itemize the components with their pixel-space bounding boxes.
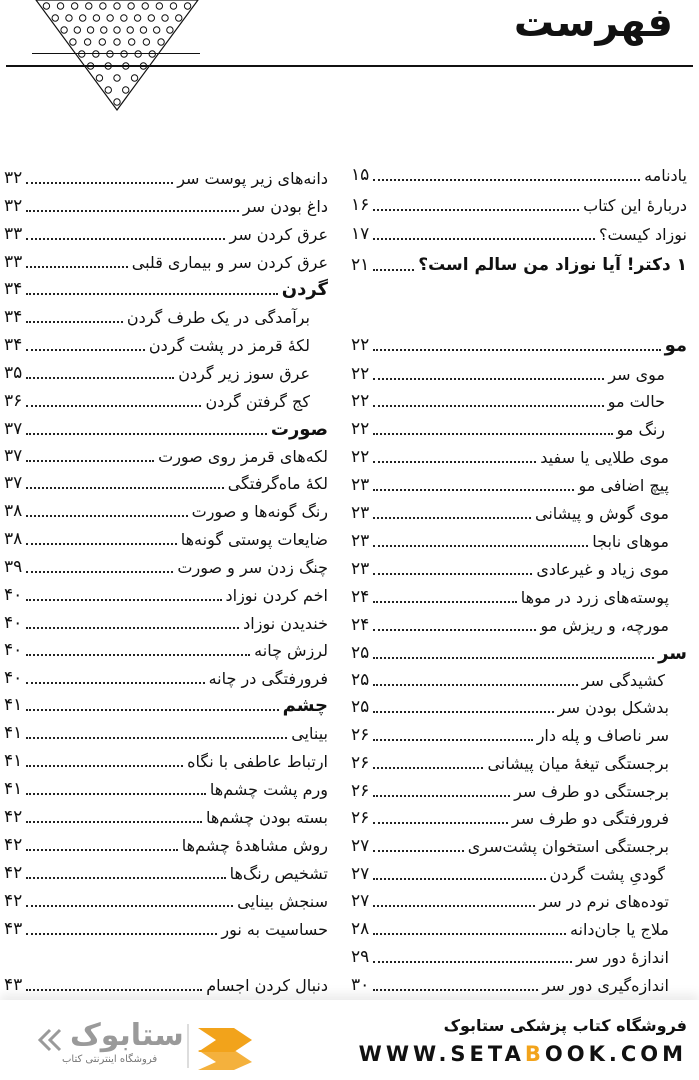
- toc-page-number: ۲۲: [351, 335, 370, 355]
- toc-entry-label: برجستگی تیغهٔ میان پیشانی: [487, 753, 669, 773]
- toc-page-number: ۲۵: [351, 643, 370, 663]
- toc-entry-label: موی سر: [608, 364, 665, 384]
- toc-entry-label: سر ناصاف و پله دار: [536, 725, 669, 745]
- dot-leader: [26, 682, 204, 684]
- toc-entry-label: اندازهٔ دور سر: [576, 947, 669, 967]
- ornament-figure: [84, 39, 90, 45]
- toc-page-number: ۳۴: [4, 335, 23, 355]
- toc-entry-label: سر: [658, 642, 687, 664]
- ornament-figure: [128, 3, 134, 9]
- ornament-figure: [79, 15, 85, 21]
- toc-page-number: ۲۳: [351, 559, 370, 579]
- toc-page-number: ۴۰: [4, 640, 23, 660]
- dot-leader: [26, 543, 176, 545]
- toc-page-number: ۲۲: [351, 447, 370, 467]
- toc-page-number: ۴۲: [4, 807, 23, 827]
- toc-entry-label: حالت مو: [607, 391, 665, 411]
- toc-page-number: ۲۳: [351, 503, 370, 523]
- ornament-figure: [162, 15, 168, 21]
- dot-leader: [26, 599, 221, 601]
- dot-leader: [26, 571, 173, 573]
- toc-page-number: ۲۶: [351, 781, 370, 801]
- ornament-figure: [121, 51, 127, 57]
- dot-leader: [26, 405, 201, 407]
- ornament-figure: [96, 75, 102, 81]
- ornament-figure: [57, 3, 63, 9]
- toc-entry[interactable]: [351, 779, 687, 803]
- toc-entry-label: چنگ زدن سر و صورت: [177, 557, 328, 577]
- ornament-figure: [52, 15, 58, 21]
- toc-page-number: ۲۲: [351, 419, 370, 439]
- dot-leader: [26, 487, 223, 489]
- ornament-figure: [114, 99, 120, 105]
- dot-leader: [26, 654, 250, 656]
- toc-entry[interactable]: [4, 499, 328, 523]
- toc-entry-label: عرق کردن سر: [229, 224, 328, 244]
- dot-leader: [26, 266, 127, 268]
- toc-page-number: ۳۸: [4, 501, 23, 521]
- dot-leader: [373, 378, 604, 380]
- toc-page-number: ۲۲: [351, 391, 370, 411]
- dot-leader: [26, 821, 202, 823]
- toc-entry-label: موی طلایی یا سفید: [540, 447, 669, 467]
- toc-page-number: ۲۷: [351, 864, 370, 884]
- toc-entry-label: دنبال کردن اجسام: [206, 975, 328, 995]
- toc-page-number: ۴۰: [4, 613, 23, 633]
- dot-leader: [26, 349, 145, 351]
- ornament-figure: [114, 39, 120, 45]
- toc-page-number: ۴۱: [4, 695, 23, 715]
- toc-entry-label: پوسته‌های زرد در موها: [520, 587, 669, 607]
- toc-entry-label: ارتباط عاطفی با نگاه: [187, 751, 328, 771]
- dot-leader: [373, 822, 508, 824]
- toc-entry-label: ۱ دکتر! آیا نوزاد من سالم است؟: [418, 255, 687, 275]
- toc-page-number: ۲۴: [351, 615, 370, 635]
- toc-entry[interactable]: [351, 668, 687, 692]
- dot-leader: [373, 711, 554, 713]
- toc-page-number: ۳۲: [4, 196, 23, 216]
- toc-entry[interactable]: [351, 973, 687, 997]
- toc-entry[interactable]: [4, 973, 328, 997]
- toc-page-number: ۲۸: [351, 919, 370, 939]
- ornament-figure: [184, 3, 190, 9]
- toc-page-number: ۱۵: [351, 165, 370, 185]
- toc-section-heading[interactable]: [351, 333, 687, 357]
- toc-entry[interactable]: [351, 222, 687, 246]
- toc-page-number: ۳۸: [4, 529, 23, 549]
- toc-page-number: ۲۵: [351, 697, 370, 717]
- dot-leader: [26, 460, 154, 462]
- toc-page-number: ۲۶: [351, 808, 370, 828]
- toc-entry-label: فرورفتگی دو طرف سر: [511, 808, 669, 828]
- toc-entry[interactable]: [4, 305, 328, 329]
- toc-entry-label: موی زیاد و غیرعادی: [536, 559, 669, 579]
- ornament-figure: [74, 27, 80, 33]
- ornament-figure: [107, 15, 113, 21]
- ornament-figure: [167, 27, 173, 33]
- ornament-figure: [158, 39, 164, 45]
- toc-entry[interactable]: [351, 473, 687, 497]
- toc-entry-label: داغ بودن سر: [242, 196, 328, 216]
- toc-entry[interactable]: [4, 361, 328, 385]
- dot-leader: [373, 795, 510, 797]
- toc-entry[interactable]: [351, 417, 687, 441]
- toc-entry-label: موی گوش و پیشانی: [535, 503, 669, 523]
- dot-leader: [26, 377, 174, 379]
- ornament-figure: [114, 75, 120, 81]
- toc-entry-label: کج گرفتن گردن: [205, 391, 310, 411]
- toc-entry[interactable]: [351, 501, 687, 525]
- toc-entry[interactable]: [4, 638, 328, 662]
- toc-entry-label: اندازه‌گیری دور سر: [542, 975, 669, 995]
- dot-leader: [26, 737, 287, 739]
- dot-leader: [373, 767, 483, 769]
- toc-entry[interactable]: [351, 723, 687, 747]
- dot-leader: [373, 684, 577, 686]
- url-part-1: WWW.SETA: [358, 1042, 525, 1066]
- dot-leader: [26, 905, 233, 907]
- dot-leader: [373, 601, 517, 603]
- toc-entry[interactable]: [351, 889, 687, 913]
- dot-leader: [373, 545, 588, 547]
- toc-entry-label: کشیدگی سر: [581, 670, 665, 690]
- ornament-figure: [105, 87, 111, 93]
- toc-entry-label: خندیدن نوزاد: [243, 613, 328, 633]
- toc-entry-label: گودیِ پشت گردن: [549, 864, 665, 884]
- ornament-figure: [61, 27, 67, 33]
- toc-entry-label: مو: [664, 334, 687, 356]
- toc-entry[interactable]: [4, 777, 328, 801]
- ornament-figure: [100, 3, 106, 9]
- ornament-figure: [156, 3, 162, 9]
- toc-entry[interactable]: [351, 945, 687, 969]
- toc-page-number: ۲۳: [351, 475, 370, 495]
- toc-entry-label: برجستگی استخوان پشت‌سری: [467, 836, 669, 856]
- ornament-figure: [143, 39, 149, 45]
- ornament-figure: [70, 39, 76, 45]
- dot-leader: [26, 933, 217, 935]
- toc-entry-label: روش مشاهدهٔ چشم‌ها: [181, 835, 328, 855]
- toc-entry[interactable]: [351, 529, 687, 553]
- dot-leader: [373, 238, 595, 240]
- toc-page-number: ۲۳: [351, 531, 370, 551]
- toc-page-number: ۴۲: [4, 891, 23, 911]
- toc-entry-label: گردن: [281, 278, 328, 300]
- dot-leader: [373, 629, 536, 631]
- ornament-figure: [148, 15, 154, 21]
- toc-entry[interactable]: [351, 917, 687, 941]
- toc-page-number: ۲۵: [351, 670, 370, 690]
- ornament-figure: [86, 3, 92, 9]
- toc-page-number: ۲۶: [351, 725, 370, 745]
- ornament-line: [32, 53, 200, 54]
- toc-entry[interactable]: [4, 444, 328, 468]
- toc-page-number: ۴۱: [4, 779, 23, 799]
- footer-shop-name: فروشگاه کتاب پزشکی ستابوک: [443, 1016, 687, 1035]
- ornament-figure: [123, 87, 129, 93]
- footer-banner: [0, 1000, 699, 1080]
- toc-page-number: ۴۱: [4, 723, 23, 743]
- dot-leader: [26, 989, 202, 991]
- ornament-figure: [93, 15, 99, 21]
- toc-entry[interactable]: [4, 194, 328, 218]
- toc-page-number: ۳۷: [4, 473, 23, 493]
- toc-entry[interactable]: [4, 721, 328, 745]
- toc-entry-label: مورچه، و ریزش مو: [540, 615, 669, 635]
- toc-entry-label: سنجش بینایی: [237, 891, 328, 911]
- dot-leader: [26, 293, 277, 295]
- toc-entry-label: ضایعات پوستی گونه‌ها: [180, 529, 328, 549]
- toc-entry[interactable]: [351, 557, 687, 581]
- toc-entry[interactable]: [351, 695, 687, 719]
- ornament-figure: [114, 3, 120, 9]
- ornament-figure: [71, 3, 77, 9]
- dot-leader: [373, 933, 566, 935]
- page-title: فهرست: [513, 0, 673, 46]
- toc-entry[interactable]: [351, 834, 687, 858]
- toc-entry-label: ورم پشت چشم‌ها: [209, 779, 328, 799]
- dot-leader: [373, 850, 463, 852]
- dot-leader: [373, 961, 572, 963]
- dot-leader: [26, 515, 187, 517]
- ornament-figure: [140, 27, 146, 33]
- toc-entry-label: یادنامه: [644, 165, 687, 185]
- toc-entry-label: چشم: [282, 694, 328, 716]
- toc-entry[interactable]: [4, 222, 328, 246]
- dot-leader: [26, 210, 239, 212]
- toc-entry[interactable]: [4, 861, 328, 885]
- toc-page-number: ۲۷: [351, 891, 370, 911]
- ornament-figure: [170, 3, 176, 9]
- toc-entry-label: رنگ مو: [616, 419, 665, 439]
- dot-leader: [373, 517, 531, 519]
- toc-page-number: ۴۳: [4, 975, 23, 995]
- ornament-figure: [87, 27, 93, 33]
- toc-page-number: ۳۵: [4, 363, 23, 383]
- toc-section-heading[interactable]: [4, 277, 328, 301]
- dot-leader: [373, 349, 660, 351]
- toc-page-number: ۳۴: [4, 279, 23, 299]
- toc-entry[interactable]: [4, 389, 328, 413]
- toc-entry-label: ملاج یا جان‌دانه: [569, 919, 669, 939]
- ornament-figure: [66, 15, 72, 21]
- toc-page-number: ۲۹: [351, 947, 370, 967]
- ornament-figure: [43, 3, 49, 9]
- dot-leader: [373, 573, 532, 575]
- toc-page-number: ۲۲: [351, 364, 370, 384]
- toc-entry-label: برآمدگی در یک طرف گردن: [126, 307, 310, 327]
- dot-leader: [26, 182, 173, 184]
- dot-leader: [26, 877, 225, 879]
- toc-entry[interactable]: [351, 585, 687, 609]
- url-part-2: B: [524, 1042, 545, 1066]
- toc-entry-label: بسته بودن چشم‌ها: [205, 807, 328, 827]
- toc-page-number: ۳۶: [4, 391, 23, 411]
- toc-entry-label: فرورفتگی در چانه: [208, 668, 328, 688]
- toc-entry-label: دانه‌های زیر پوست سر: [177, 168, 328, 188]
- dot-leader: [373, 269, 414, 271]
- ornament-figure: [131, 75, 137, 81]
- toc-entry-label: نوزاد کیست؟: [598, 224, 687, 244]
- ornament-figure: [127, 27, 133, 33]
- ornament-figure: [121, 15, 127, 21]
- toc-page-number: ۲۶: [351, 753, 370, 773]
- dot-leader: [373, 405, 603, 407]
- ornament-illustration: [32, 0, 202, 112]
- logo-wordmark: ستابوک: [70, 1018, 184, 1053]
- toc-entry-label: لکه‌های قرمز روی صورت: [158, 446, 328, 466]
- toc-page-number: ۴۳: [4, 919, 23, 939]
- toc-page-number: ۲۴: [351, 587, 370, 607]
- toc-entry-label: تشخیص رنگ‌ها: [229, 863, 328, 883]
- toc-entry-label: لکهٔ ماه‌گرفتگی: [227, 473, 328, 493]
- toc-entry-label: صورت: [270, 418, 328, 440]
- toc-entry[interactable]: [351, 751, 687, 775]
- dot-leader: [373, 179, 640, 181]
- toc-entry[interactable]: [4, 250, 328, 274]
- toc-entry-label: لرزش چانه: [254, 640, 328, 660]
- toc-entry-label: اخم کردن نوزاد: [225, 585, 328, 605]
- dot-leader: [26, 321, 123, 323]
- toc-entry[interactable]: [4, 471, 328, 495]
- toc-entry-label: عرق کردن سر و بیماری قلبی: [131, 252, 328, 272]
- toc-entry[interactable]: [4, 611, 328, 635]
- ornament-figure: [128, 39, 134, 45]
- toc-page-number: ۲۱: [351, 255, 370, 275]
- toc-page-number: ۴۲: [4, 835, 23, 855]
- toc-entry-label: دربارهٔ این کتاب: [583, 195, 687, 215]
- toc-page-number: ۴۲: [4, 863, 23, 883]
- toc-page-number: ۴۰: [4, 585, 23, 605]
- title-rule: [6, 65, 693, 67]
- toc-page-number: ۲۷: [351, 836, 370, 856]
- toc-entry[interactable]: [4, 749, 328, 773]
- url-part-3: OOK.COM: [544, 1042, 687, 1066]
- footer-url[interactable]: [359, 1042, 687, 1066]
- toc-entry[interactable]: [351, 163, 687, 187]
- toc-entry-label: حساسیت به نور: [221, 919, 328, 939]
- toc-entry[interactable]: [4, 555, 328, 579]
- toc-entry-label: عرق سوز زیر گردن: [178, 363, 310, 383]
- toc-page-number: ۱۷: [351, 224, 370, 244]
- ornament-figure: [114, 27, 120, 33]
- toc-page-number: ۱۶: [351, 195, 370, 215]
- toc-chapter-entry[interactable]: [351, 253, 687, 277]
- toc-page-number: ۳۳: [4, 252, 23, 272]
- toc-entry-label: بدشکل بودن سر: [557, 697, 669, 717]
- toc-entry[interactable]: [351, 862, 687, 886]
- toc-entry[interactable]: [4, 889, 328, 913]
- toc-entry[interactable]: [351, 389, 687, 413]
- dot-leader: [373, 433, 612, 435]
- toc-page-number: ۳۷: [4, 446, 23, 466]
- dot-leader: [26, 709, 278, 711]
- dot-leader: [373, 878, 545, 880]
- toc-page-number: ۳۴: [4, 307, 23, 327]
- toc-entry[interactable]: [351, 806, 687, 830]
- toc-page-number: ۳۹: [4, 557, 23, 577]
- toc-entry[interactable]: [4, 333, 328, 357]
- toc-section-heading[interactable]: [4, 417, 328, 441]
- dot-leader: [26, 627, 239, 629]
- dot-leader: [26, 433, 267, 435]
- toc-entry[interactable]: [4, 917, 328, 941]
- toc-entry[interactable]: [4, 833, 328, 857]
- toc-entry[interactable]: [4, 166, 328, 190]
- ornament-figure: [107, 51, 113, 57]
- toc-page-number: ۳۷: [4, 419, 23, 439]
- ornament-figure: [79, 51, 85, 57]
- dot-leader: [373, 657, 654, 659]
- toc-entry-label: لکهٔ قرمز در پشت گردن: [148, 335, 310, 355]
- dot-leader: [373, 489, 574, 491]
- ornament-figure: [99, 39, 105, 45]
- toc-entry-label: رنگ گونه‌ها و صورت: [191, 501, 328, 521]
- logo-caption: فروشگاه اینترنتی کتاب: [62, 1054, 158, 1065]
- toc-page-number: ۴۱: [4, 751, 23, 771]
- dot-leader: [373, 739, 532, 741]
- dot-leader: [373, 989, 538, 991]
- dot-leader: [26, 849, 178, 851]
- toc-entry-label: پیچ اضافی مو: [578, 475, 669, 495]
- toc-entry-label: برجستگی دو طرف سر: [514, 781, 669, 801]
- toc-entry-label: بینایی: [291, 723, 328, 743]
- toc-section-heading[interactable]: [4, 693, 328, 717]
- toc-page-number: ۳۲: [4, 168, 23, 188]
- toc-entry[interactable]: [351, 613, 687, 637]
- toc-entry[interactable]: [4, 583, 328, 607]
- ornament-figure: [153, 27, 159, 33]
- dot-leader: [26, 238, 225, 240]
- toc-entry-label: توده‌های نرم در سر: [539, 891, 669, 911]
- dot-leader: [373, 461, 536, 463]
- toc-page-number: ۴۰: [4, 668, 23, 688]
- toc-page-number: ۳۳: [4, 224, 23, 244]
- ornament-figure: [135, 51, 141, 57]
- ornament-figure: [93, 51, 99, 57]
- toc-entry[interactable]: [351, 193, 687, 217]
- toc-entry[interactable]: [4, 527, 328, 551]
- ornament-figure: [149, 51, 155, 57]
- toc-entry[interactable]: [351, 445, 687, 469]
- toc-entry[interactable]: [4, 666, 328, 690]
- dot-leader: [26, 765, 183, 767]
- dot-leader: [26, 793, 206, 795]
- ornament-figure: [176, 15, 182, 21]
- ornament-figure: [101, 27, 107, 33]
- ornament-figure: [142, 3, 148, 9]
- toc-page-number: ۳۰: [351, 975, 370, 995]
- toc-entry-label: موهای نابجا: [592, 531, 669, 551]
- toc-section-heading[interactable]: [351, 641, 687, 665]
- dot-leader: [373, 905, 535, 907]
- dot-leader: [373, 209, 579, 211]
- toc-entry[interactable]: [4, 805, 328, 829]
- toc-entry[interactable]: [351, 362, 687, 386]
- ornament-figure: [134, 15, 140, 21]
